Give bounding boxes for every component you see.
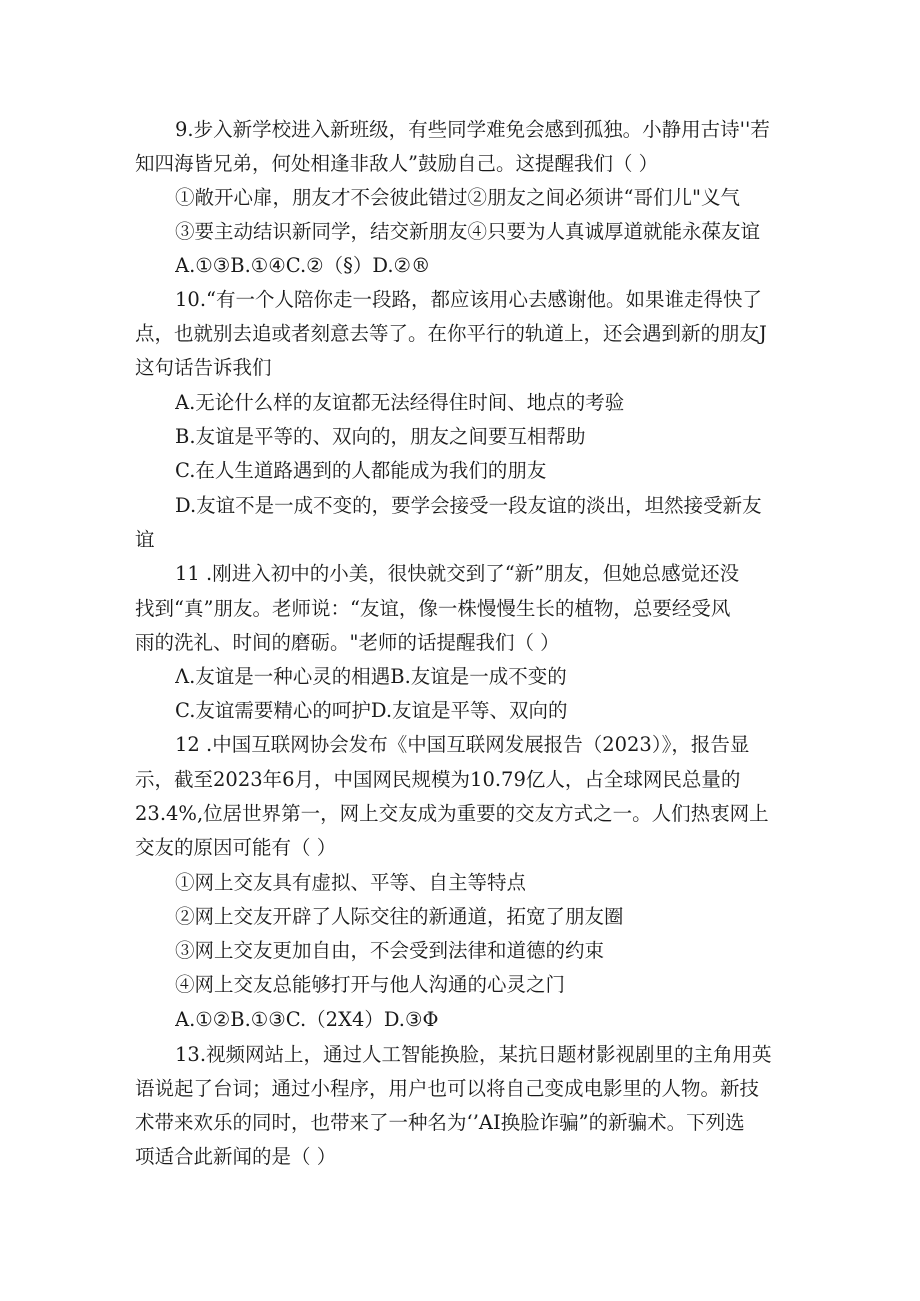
q12-option-1: ①网上交友具有虚拟、平等、自主等特点 xyxy=(175,871,527,894)
q12-stem-line-1: 12 .中国互联网协会发布《中国互联网发展报告（2023）》，报告显 xyxy=(175,733,750,756)
q13-stem-line-1: 13.视频网站上，通过人工智能换脸，某抗日题材影视剧里的主角用英 xyxy=(175,1043,772,1066)
q11-stem-line-2: 找到“真”朋友。老师说：“友谊，像一株慢慢生长的植物，总要经受风 xyxy=(135,597,731,620)
q9-option-line-2: ③要主动结识新同学，结交新朋友④只要为人真诚厚道就能永葆友谊 xyxy=(175,220,761,243)
q11-choices-line-2: C.友谊需要精心的呵护D.友谊是平等、双向的 xyxy=(175,699,568,722)
q9-option-line-1: ①敞开心扉，朋友才不会彼此错过②朋友之间必须讲“哥们儿"义气 xyxy=(175,186,740,209)
q12-option-3: ③网上交友更加自由，不会受到法律和道德的约束 xyxy=(175,939,605,962)
q11-stem-line-3: 雨的洗礼、时间的磨砺。"老师的话提醒我们（ ） xyxy=(135,631,560,654)
q13-stem-line-3: 术带来欢乐的同时，也带来了一种名为‘’AI换脸诈骗”的新骗术。下列选 xyxy=(135,1111,745,1134)
q9-stem-line-2: 知四海皆兄弟，何处相逢非敌人”鼓励自己。这提醒我们（ ） xyxy=(135,152,659,175)
q9-stem-line-1: 9.步入新学校进入新班级，有些同学难免会感到孤独。小静用古诗''若 xyxy=(175,118,770,141)
q10-stem-line-2: 点，也就别去追或者刻意去等了。在你平行的轨道上，还会遇到新的朋友J xyxy=(135,322,767,345)
q12-stem-line-2: 示，截至2023年6月，中国网民规模为10.79亿人，占全球网民总量的 xyxy=(135,768,741,791)
q11-stem-line-1: 11 .刚进入初中的小美，很快就交到了“新”朋友，但她总感觉还没 xyxy=(175,562,740,585)
q13-stem-line-2: 语说起了台词；通过小程序，用户也可以将自己变成电影里的人物。新技 xyxy=(135,1077,760,1100)
q12-option-4: ④网上交友总能够打开与他人沟通的心灵之门 xyxy=(175,973,566,996)
q13-stem-line-4: 项适合此新闻的是（ ） xyxy=(135,1145,337,1168)
q10-choice-a: A.无论什么样的友谊都无法经得住时间、地点的考验 xyxy=(175,391,625,414)
q12-stem-line-4: 交友的原因可能有（ ） xyxy=(135,836,337,859)
q10-stem-line-1: 10.“有一个人陪你走一段路，都应该用心去感谢他。如果谁走得快了 xyxy=(175,288,762,311)
q10-choice-c: C.在人生道路遇到的人都能成为我们的朋友 xyxy=(175,459,547,482)
q12-option-2: ②网上交友开辟了人际交往的新通道，拓宽了朋友圈 xyxy=(175,905,624,928)
q10-stem-line-3: 这句话告诉我们 xyxy=(135,356,272,379)
q9-choices: A.①③B.①④C.②（§）D.②® xyxy=(175,254,431,277)
q10-choice-b: B.友谊是平等的、双向的，朋友之间要互相帮助 xyxy=(175,425,586,448)
q12-stem-line-3: 23.4%,位居世界第一，网上交友成为重要的交友方式之一。人们热衷网上 xyxy=(135,802,769,825)
q10-choice-d-line-2: 谊 xyxy=(135,528,155,551)
q11-choices-line-1: Λ.友谊是一种心灵的相遇B.友谊是一成不变的 xyxy=(175,665,567,688)
q12-choices: A.①②B.①③C.（2X4）D.③Φ xyxy=(175,1008,439,1031)
q10-choice-d-line-1: D.友谊不是一成不变的，要学会接受一段友谊的淡出，坦然接受新友 xyxy=(175,494,762,517)
